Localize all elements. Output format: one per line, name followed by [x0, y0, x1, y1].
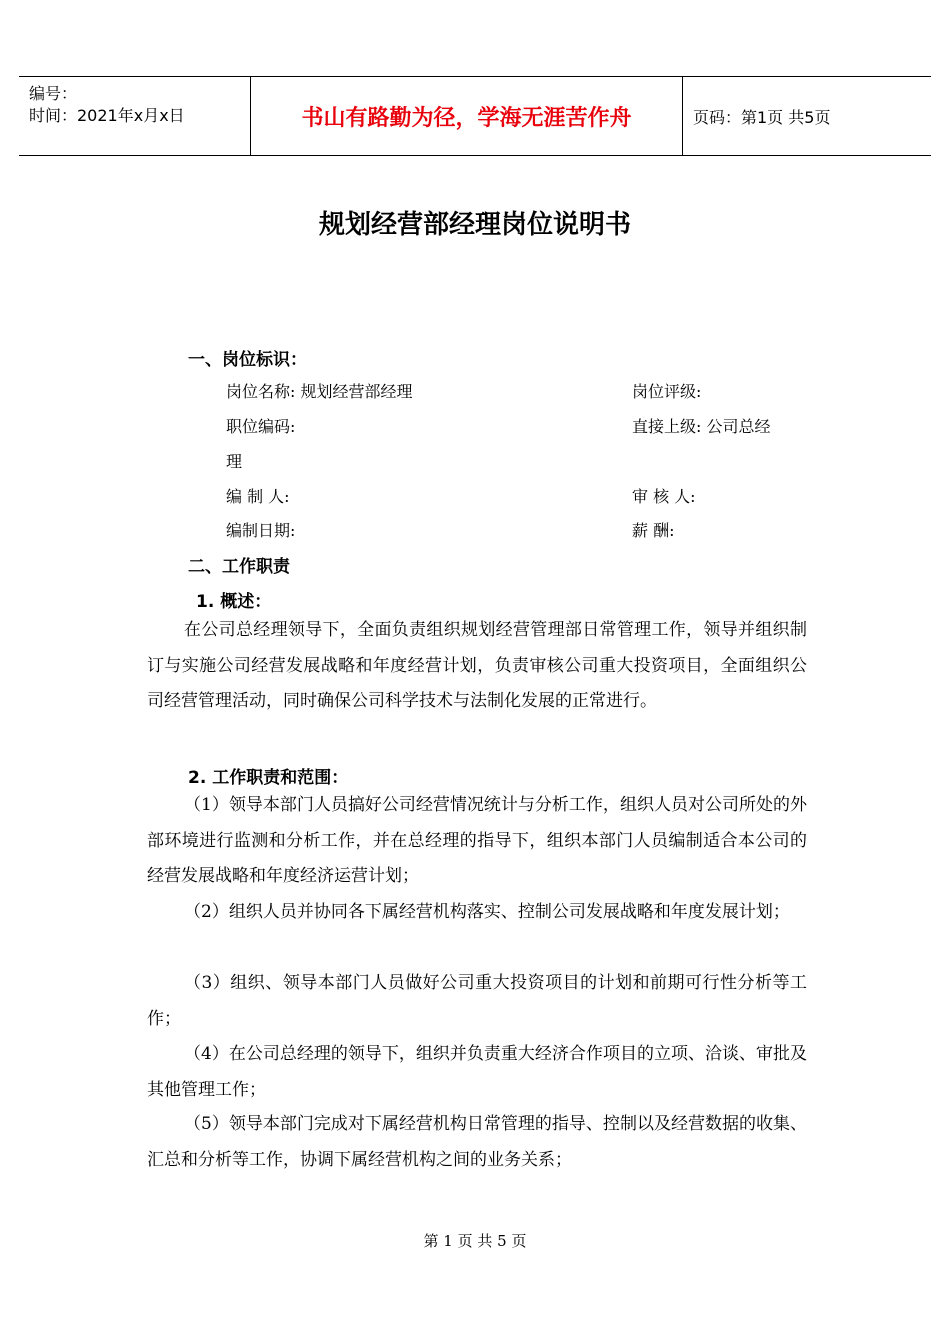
duty-item: （4）在公司总经理的领导下，组织并负责重大经济合作项目的立项、洽谈、审批及其他管理工作； — [147, 1044, 807, 1100]
header-motto: 书山有路勤为径，学海无涯苦作舟 — [251, 77, 683, 155]
time-label: 时间：2021年x月x日 — [29, 106, 185, 125]
number-label: 编号： — [29, 84, 78, 103]
position-grade: 岗位评级: — [632, 382, 702, 401]
duties-heading: 2. 工作职责和范围： — [188, 768, 349, 788]
duty-item: （5）领导本部门完成对下属经营机构日常管理的指导、控制以及经营数据的收集、汇总和分析等工作，协调下属经营机构之间的业务关系； — [147, 1114, 807, 1170]
page-title: 规划经营部经理岗位说明书 — [318, 210, 631, 240]
section1-heading: 一、岗位标识： — [188, 350, 307, 370]
overview-text: 在公司总经理领导下，全面负责组织规划经营管理部日常管理工作，领导并组织制订与实施公司经营发展战略和年度经营计划，负责审核公司重大投资项目，全面组织公司经营管理活动，同时确保公司科学技术与法制化发展的正常进行。 — [147, 620, 807, 711]
header-page-label: 页码：第1页 共5页 — [693, 107, 831, 127]
duty-item: （3）组织、领导本部门人员做好公司重大投资项目的计划和前期可行性分析等工作； — [147, 973, 807, 1029]
salary: 薪 酬: — [632, 521, 675, 540]
section2-heading: 二、工作职责 — [188, 557, 290, 577]
compile-date: 编制日期: — [226, 521, 296, 540]
supervisor-wrap: 理 — [226, 452, 243, 471]
duty-item: （1）领导本部门人员搞好公司经营情况统计与分析工作，组织人员对公司所处的外部环境进行监测和分析工作，并在总经理的指导下，组织本部门人员编制适合本公司的经营发展战略和年度经济运营计划； — [147, 795, 807, 886]
header-meta — [19, 77, 251, 155]
compiler: 编 制 人: — [226, 487, 290, 506]
reviewer: 审 核 人: — [632, 487, 696, 506]
supervisor: 直接上级: 公司总经 — [632, 417, 771, 436]
page-footer: 第 1 页 共 5 页 — [423, 1232, 527, 1250]
duty-item: （2）组织人员并协同各下属经营机构落实、控制公司发展战略和年度发展计划； — [184, 902, 790, 922]
position-code: 职位编码: — [226, 417, 296, 436]
position-name: 岗位名称: 规划经营部经理 — [226, 382, 413, 401]
document-header — [19, 76, 931, 156]
overview-heading: 1. 概述： — [196, 592, 272, 612]
